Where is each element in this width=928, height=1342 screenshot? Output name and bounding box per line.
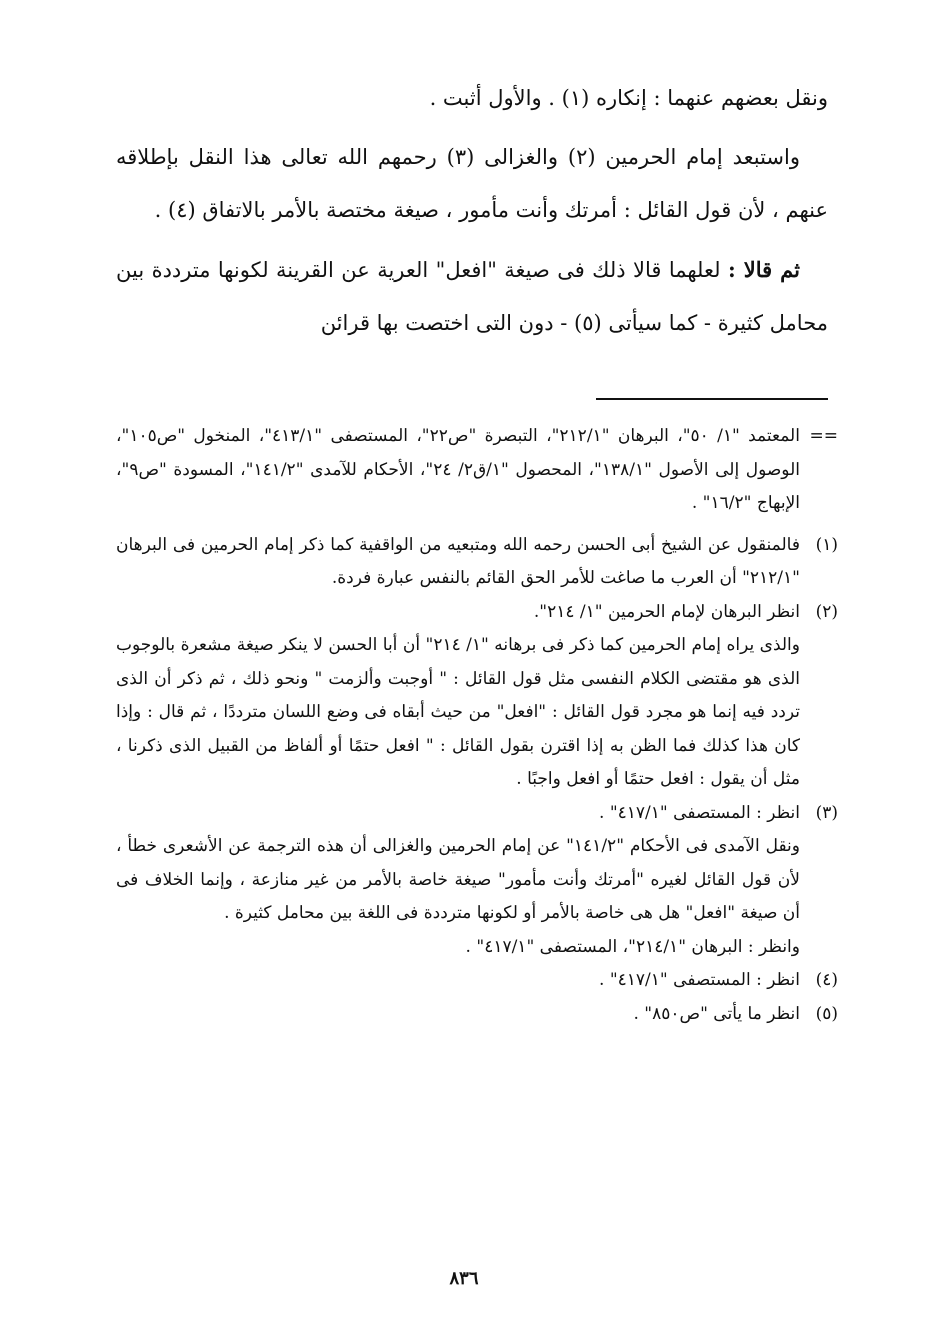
paragraph-2: واستبعد إمام الحرمين (٢) والغزالى (٣) رحمهم الله تعالى هذا النقل بإطلاقه عنهم ، لأن قول القائل : أمرتك وأنت مأمور ، صيغة مختصة بالأمر بالاتفاق (٤) . bbox=[116, 145, 828, 222]
footnote-4-text: انظر : المستصفى "٤١٧/١" . bbox=[599, 970, 800, 990]
footnote-2-continuation: والذى يراه إمام الحرمين كما ذكر فى برهانه "١/ ٢١٤" أن أبا الحسن لا ينكر صيغة مشعرة بالوجوب الذى هو مقتضى الكلام النفسى مثل قول القائل : " أوجبت وألزمت " ونحو ذلك ، ثم ذكر أن الذى تردد فيه إنما هو مجرد قول القائل : "افعل" من حيث أبقاه فى وضع اللسان مترددًا ، ثم قال : وإذا كان هذا كذلك فما الظن به إذا اقترن بقول القائل : " افعل حتمًا أو ألفاظ من القبيل الذى ذكرنا ، مثل أن يقول : افعل حتمًا أو افعل واجبًا . bbox=[116, 635, 800, 789]
footnote-4 bbox=[116, 964, 838, 998]
footnote-continuation-mark: == bbox=[809, 426, 838, 446]
footnote-2 bbox=[116, 596, 838, 630]
footnote-1-text: فالمنقول عن الشيخ أبى الحسن رحمه الله ومتبعيه من الواقفية كما ذكر إمام الحرمين فى البرهان "٢١٢/١" أن العرب ما صاغت للأمر الحق القائم بالنفس عبارة فردة. bbox=[116, 534, 800, 588]
footnote-3-see-also: وانظر : البرهان "٢١٤/١"، المستصفى "٤١٧/١" . bbox=[465, 936, 800, 957]
paragraph-3-lead: ثم قالا : bbox=[727, 257, 800, 282]
footnotes bbox=[116, 420, 838, 1031]
footnote-1 bbox=[116, 529, 838, 596]
footnote-5-text: انظر ما يأتى "ص٨٥٠" . bbox=[633, 1003, 800, 1024]
main-text bbox=[116, 72, 828, 350]
paragraph-3-text: لعلهما قالا ذلك فى صيغة "افعل" العرية عن القرينة لكونها مترددة بين محامل كثيرة - كما سيأتى (٥) - دون التى اختصت بها قرائن bbox=[116, 258, 828, 335]
footnote-1-mark: (١) bbox=[815, 534, 838, 555]
page-number: ٨٣٦ bbox=[449, 1268, 479, 1289]
footnote-4-mark: (٤) bbox=[815, 970, 838, 990]
footnote-separator bbox=[596, 398, 828, 400]
footnote-5-mark: (٥) bbox=[815, 1003, 838, 1024]
footnote-continuation bbox=[116, 420, 838, 521]
footnote-3 bbox=[116, 797, 838, 831]
paragraph-1: ونقل بعضهم عنهما : إنكاره (١) . والأول أثبت . bbox=[429, 86, 828, 110]
paragraph-3 bbox=[116, 243, 828, 350]
footnote-2-mark: (٢) bbox=[815, 601, 838, 622]
footnote-continuation-text: المعتمد "١/ ٥٠"، البرهان "٢١٢/١"، التبصرة "ص٢٢"، المستصفى "٤١٣/١"، المنخول "ص١٠٥"، الوصول إلى الأصول "١٣٨/١"، المحصول "١/ق٢/ ٢٤"، الأحكام للآمدى "١٤١/٢"، المسودة "ص٩"، الإبهاج "١٦/٢" . bbox=[116, 426, 800, 513]
footnote-3-continuation: ونقل الآمدى فى الأحكام "١٤١/٢" عن إمام الحرمين والغزالى أن هذه الترجمة عن الأشعرى خطأ ، لأن قول القائل لغيره "أمرتك وأنت مأمور" صيغة خاصة بالأمر من غير منازعة ، وإنما الخلاف فى أن صيغة "افعل" هل هى خاصة بالأمر أو لكونها مترددة فى اللغة بين محامل كثيرة . bbox=[116, 836, 801, 923]
footnote-3-mark: (٣) bbox=[815, 802, 838, 823]
footnote-3-text: انظر : المستصفى "٤١٧/١" . bbox=[599, 802, 800, 823]
footnote-2-text: انظر البرهان لإمام الحرمين "١/ ٢١٤". bbox=[533, 601, 800, 622]
footnote-5 bbox=[116, 998, 838, 1032]
